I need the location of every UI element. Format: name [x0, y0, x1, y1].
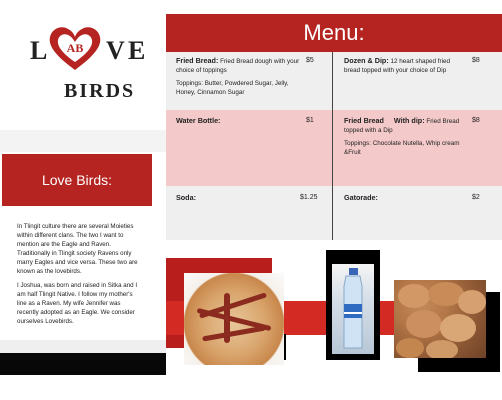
menu-panel: [166, 14, 502, 240]
menu-item-price: $8: [472, 117, 480, 124]
logo-letter-l: L: [30, 36, 49, 65]
menu-item-fried-bread-dip: [344, 116, 468, 157]
logo-subtitle: BIRDS: [64, 80, 136, 102]
logo-wordmark: [30, 24, 150, 72]
fried-dough-balls: [394, 280, 486, 358]
menu-item-fried-bread: [176, 56, 304, 97]
menu-item-note: Toppings: Chocolate Nutella, Whip cream &Fruit: [344, 140, 460, 156]
menu-item-price: $2: [472, 194, 480, 201]
menu-item-price: $5: [306, 57, 314, 64]
fried-dough-photo: [394, 280, 486, 358]
menu-item-water-bottle: [176, 116, 296, 126]
about-text: [17, 222, 143, 326]
divider-strip: [0, 130, 166, 152]
menu-item-price: $8: [472, 57, 480, 64]
menu-item-name: Gatorade:: [344, 193, 378, 202]
menu-item-name: Dozen & Dip:: [344, 56, 389, 65]
logo: [0, 0, 166, 130]
menu-item-name: Fried Bread With dip:: [344, 116, 425, 125]
menu-item-soda: [176, 193, 296, 203]
menu-item-desc: 12 heart shaped fried bread topped with your choice of Dip: [344, 58, 450, 74]
menu-item-name: Fried Bread:: [176, 56, 219, 65]
about-title: Love Birds:: [2, 154, 152, 206]
menu-item-price: $1.25: [300, 194, 318, 201]
menu-item-gatorade: [344, 193, 464, 203]
fried-bread-photo: [184, 273, 284, 365]
left-column: [0, 0, 166, 400]
menu-item-dozen-dip: [344, 56, 464, 75]
logo-letter-v: V: [106, 36, 126, 65]
menu-item-price: $1: [306, 117, 314, 124]
menu-item-desc: Fried Bread dough with your choice of toppings: [176, 58, 300, 74]
footer-bar: [0, 353, 166, 375]
footer-shadow: [0, 340, 166, 354]
water-bottle-photo: [332, 264, 374, 354]
water-bottle-icon: [332, 264, 374, 354]
logo-letter-e: E: [128, 36, 147, 65]
menu-item-note: Toppings: Butter, Powdered Sugar, Jelly, Honey, Cinnamon Sugar: [176, 80, 289, 96]
menu-item-name: Water Bottle:: [176, 116, 221, 125]
menu-divider: [332, 52, 333, 240]
menu-item-desc: Fried Bread topped with a Dip: [344, 118, 460, 134]
heart-icon: [46, 24, 104, 72]
menu-title: Menu:: [166, 14, 502, 52]
about-paragraph-1: In Tlingit culture there are several Moieties within different clans. The two I want to mention are the Eagle and Raven. Traditionally in Tlingit society Ravens only marry Eagles and vice versa. These two are known as the lovebirds.: [17, 223, 138, 276]
about-paragraph-2: I Joshua, was born and raised in Sitka and I am half Tlingit Native. I follow my mother's line as a Raven. My wife Jennifer was recently adopted as an Eagle. We consider ourselves Lovebirds.: [17, 281, 138, 325]
menu-item-name: Soda:: [176, 193, 196, 202]
heart-monogram: AB: [66, 41, 84, 55]
